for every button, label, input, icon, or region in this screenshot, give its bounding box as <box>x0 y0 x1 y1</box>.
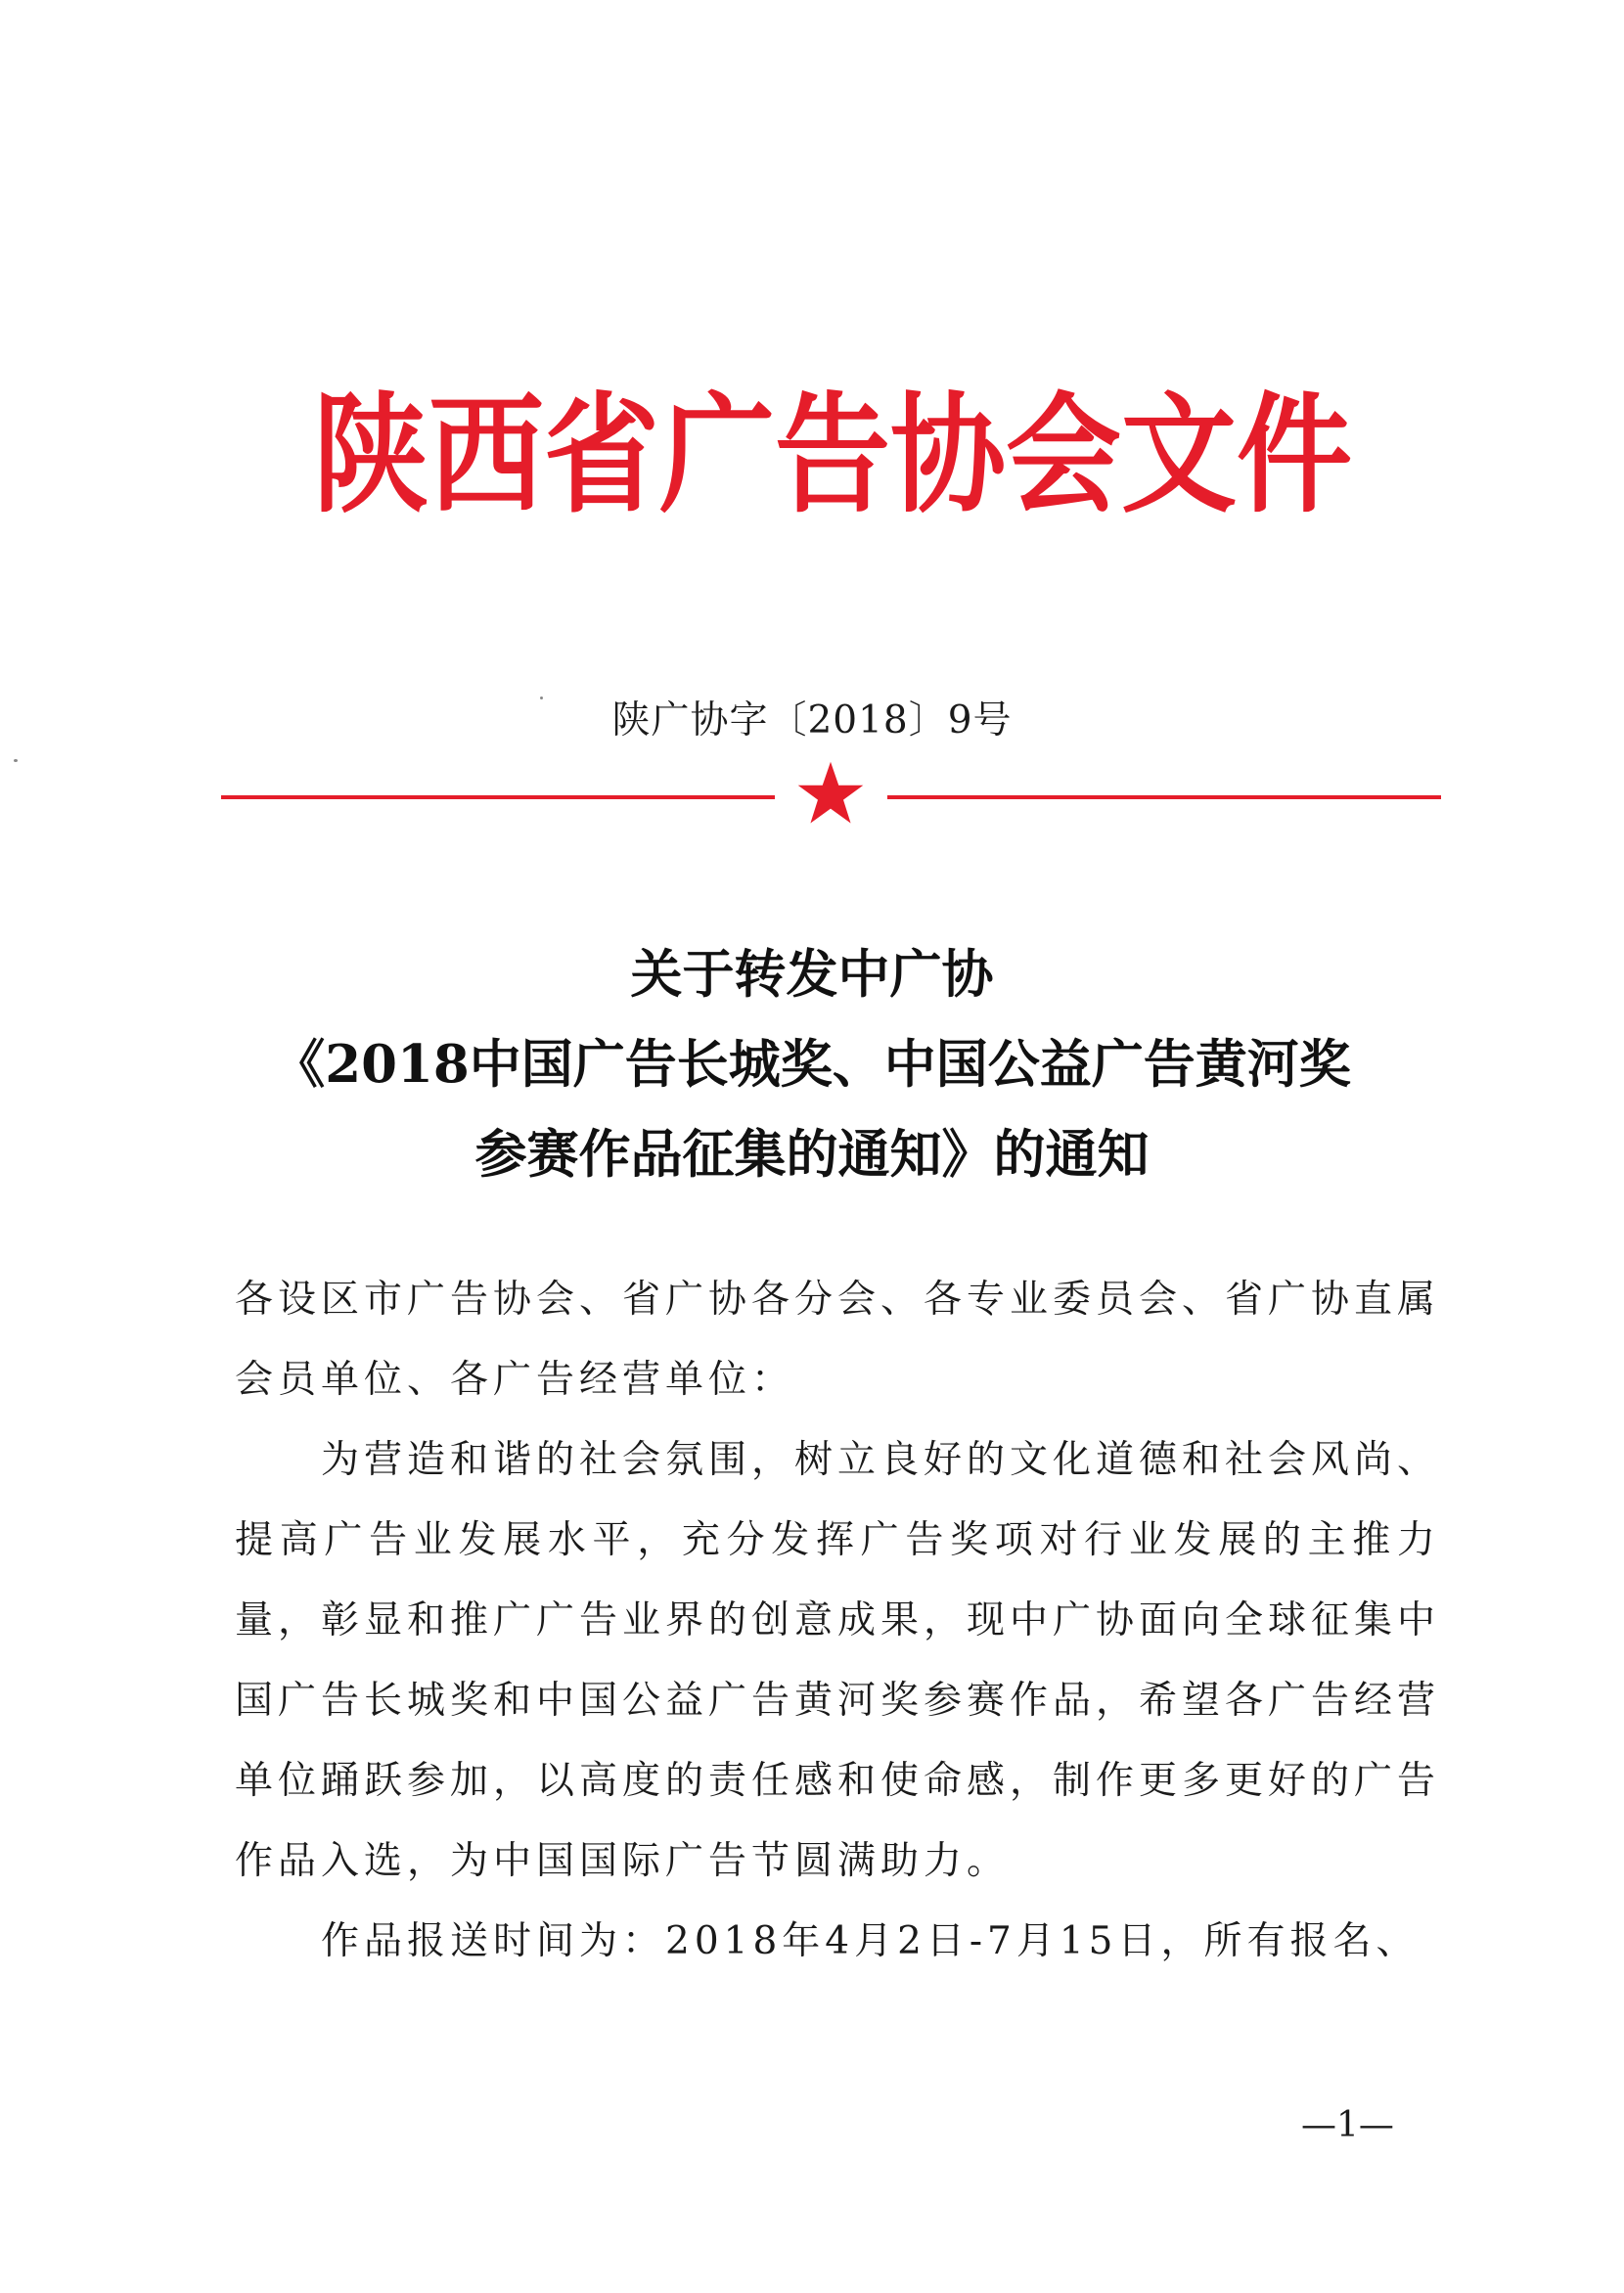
masthead-char: 陕 <box>313 379 429 531</box>
body-paragraph-2: 作品报送时间为：2018年4月2日-7月15日，所有报名、 <box>321 1919 1420 1963</box>
masthead-char: 广 <box>659 379 776 531</box>
salutation: 各设区市广告协会、省广协各分会、各专业委员会、省广协直属会员单位、各广告经营单位： <box>235 1278 1441 1402</box>
document-title <box>0 929 1624 1199</box>
masthead-char: 协 <box>890 379 1007 531</box>
red-divider-left <box>221 795 775 799</box>
document-body <box>235 1260 1440 1982</box>
title-line-2: 《2018中国广告长城奖、中国公益广告黄河奖 <box>273 1034 1351 1095</box>
star-icon <box>796 759 865 828</box>
masthead-title <box>313 377 1353 533</box>
masthead-char: 告 <box>775 379 891 531</box>
masthead-char: 会 <box>1006 379 1122 531</box>
scan-speck <box>540 697 543 699</box>
scan-speck <box>14 759 18 762</box>
page-number: —1— <box>1301 2105 1394 2145</box>
body-paragraph-1: 为营造和谐的社会氛围，树立良好的文化道德和社会风尚、提高广告业发展水平，充分发挥广告奖项对行业发展的主推力量，彰显和推广广告业界的创意成果，现中广协面向全球征集中国广告长城奖和中国公益广告黄河奖参赛作品，希望各广告经营单位踊跃参加，以高度的责任感和使命感，制作更多更好的广告作品入选，为中国国际广告节圆满助力。 <box>235 1438 1441 1883</box>
title-line-3: 参赛作品征集的通知》的通知 <box>474 1124 1150 1185</box>
document-number: 陕广协字〔2018〕9号 <box>611 698 1013 742</box>
red-divider-right <box>887 795 1441 799</box>
masthead-char: 文 <box>1121 379 1238 531</box>
masthead-char: 省 <box>544 379 660 531</box>
masthead-char: 西 <box>429 379 545 531</box>
masthead-char: 件 <box>1237 379 1353 531</box>
title-line-1: 关于转发中广协 <box>630 944 994 1005</box>
